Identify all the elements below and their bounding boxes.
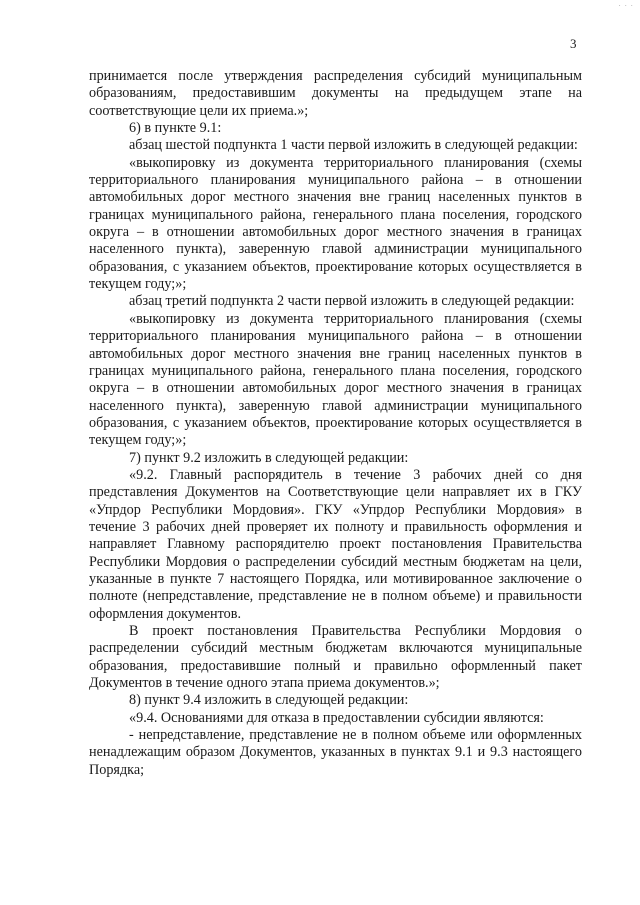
paragraph: - непредставление, представление не в полном объеме или оформленных ненадлежащим образом Документов, указанных в пунктах 9.1 и 9.3 настоящего Порядка; — [89, 727, 582, 778]
paragraph: абзац третий подпункта 2 части первой изложить в следующей редакции: — [129, 293, 575, 310]
paragraph: «9.4. Основаниями для отказа в предоставлении субсидии являются: — [129, 709, 544, 726]
paragraph: абзац шестой подпункта 1 части первой изложить в следующей редакции: — [129, 137, 578, 154]
paragraph: «выкопировку из документа территориального планирования (схемы территориального планирования муниципального района – в отношении автомобильных дорог местного значения вне границ населенных пунктов в границах муниципального района, генерального плана поселения, городского округа – в отношении автомобильных дорог местного значения в границах населенного пункта), заверенную главой администрации муниципального образования, с указанием объектов, проектирование которых осуществляется в текущем году;»; — [89, 310, 582, 449]
paragraph: 6) в пункте 9.1: — [129, 120, 222, 137]
page-number: 3 — [570, 36, 577, 51]
paragraph: 7) пункт 9.2 изложить в следующей редакции: — [129, 449, 409, 466]
document-body — [89, 68, 582, 779]
paragraph: «выкопировку из документа территориального планирования (схемы территориального планирования муниципального района – в отношении автомобильных дорог местного значения вне границ населенных пунктов в границах муниципального района, генерального плана поселения, городского округа – в отношении автомобильных дорог местного значения в границах населенного пункта), заверенную главой администрации муниципального образования, с указанием объектов, проектирование которых осуществляется в текущем году;»; — [89, 154, 582, 293]
paragraph: В проект постановления Правительства Республики Мордовия о распределении субсидий местным бюджетам включаются муниципальные образования, предоставившие полный и правильно оформленный пакет Документов в течение одного этапа приема документов.»; — [89, 623, 582, 692]
paragraph: «9.2. Главный распорядитель в течение 3 рабочих дней со дня представления Документов на Соответствующие цели направляет их в ГКУ «Упрдор Республики Мордовия». ГКУ «Упрдор Республики Мордовия» в течение 3 рабочих дней проверяет их полноту и правильность оформления и направляет Главному распорядителю проект постановления Правительства Республики Мордовия о распределении субсидий местным бюджетам на цели, указанные в пункте 7 настоящего Порядка, или мотивированное заключение о полноте (непредставление, представление не в полном объеме) и правильности оформления документов. — [89, 466, 582, 622]
paragraph: 8) пункт 9.4 изложить в следующей редакции: — [129, 692, 409, 709]
scan-corner-mark: · · · — [618, 2, 634, 10]
paragraph: принимается после утверждения распределения субсидий муниципальным образованиям, предоставившим документы на предыдущем этапе на соответствующие цели их приема.»; — [89, 68, 582, 119]
